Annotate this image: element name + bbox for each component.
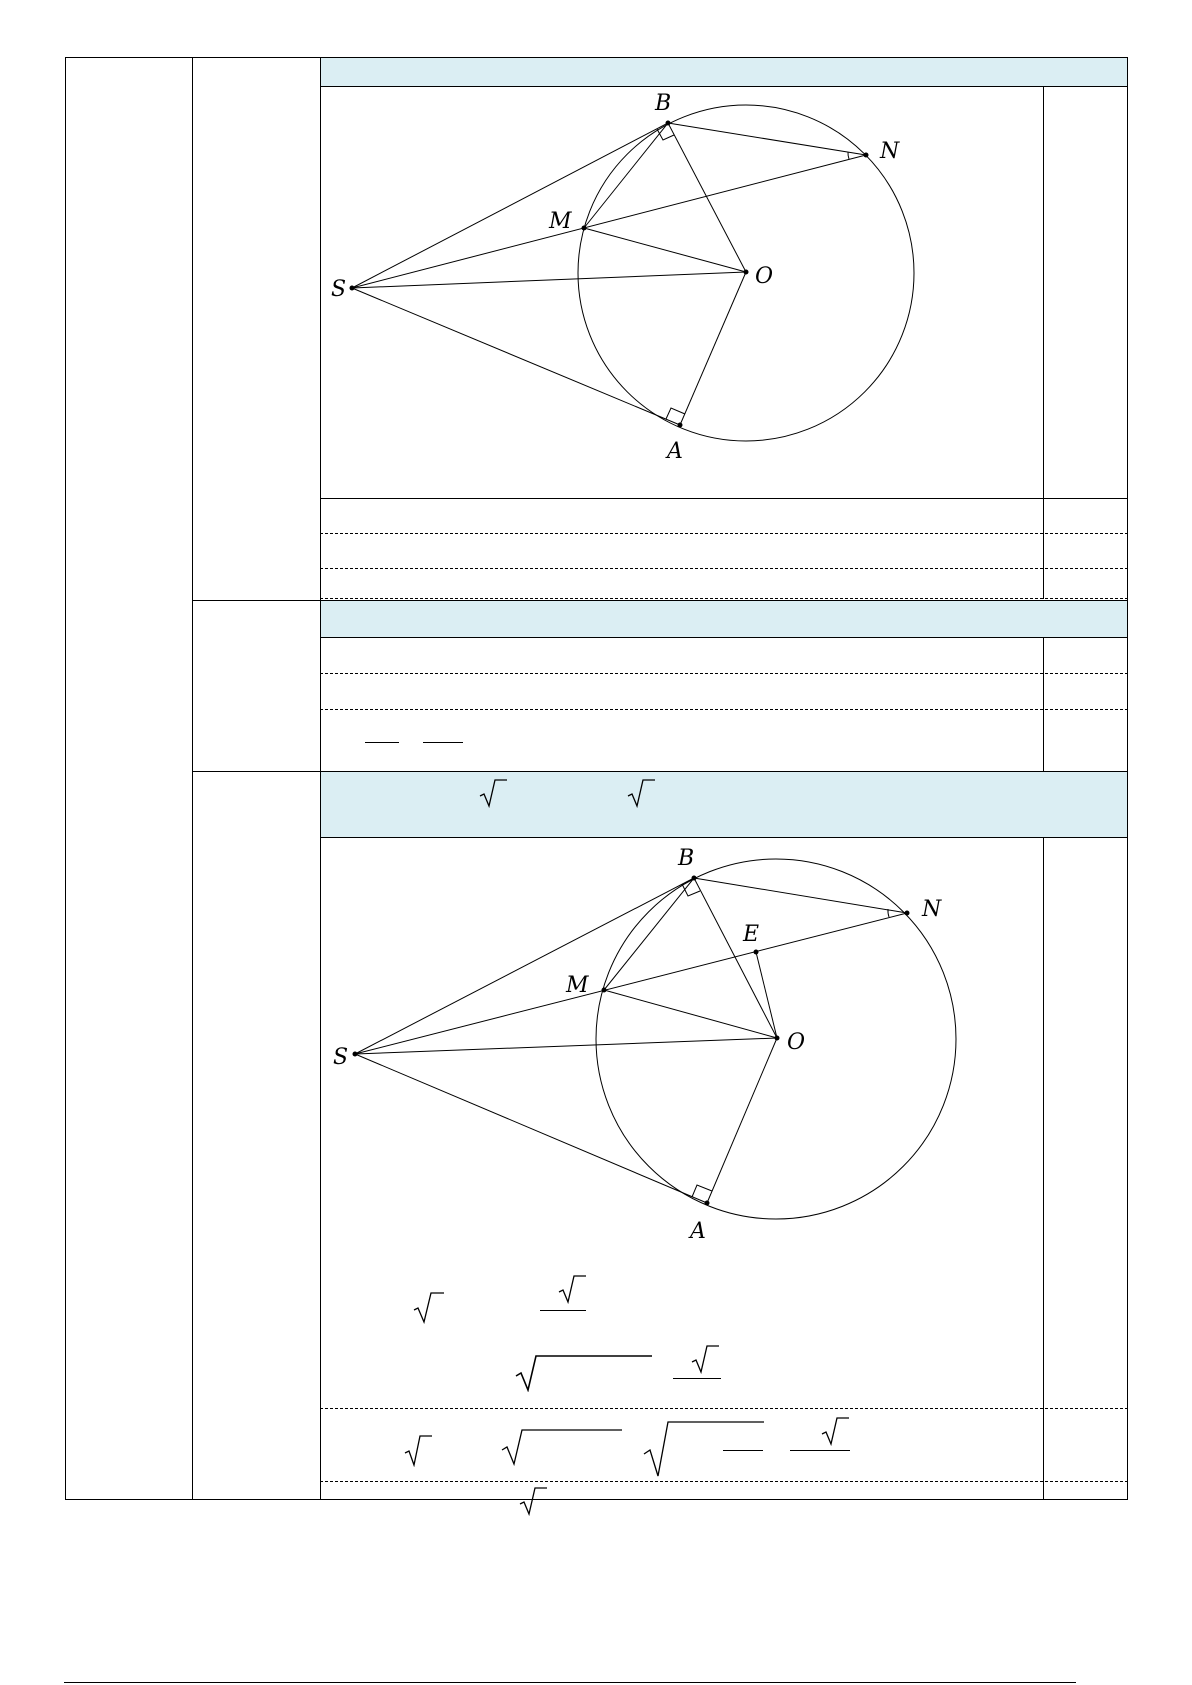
segment-OA	[707, 1038, 777, 1203]
segment-SB	[352, 123, 668, 288]
label-S: S	[331, 277, 347, 302]
segment-SA	[355, 1054, 707, 1203]
segment-BN	[694, 878, 907, 913]
geometry-figure-1	[320, 87, 1042, 497]
point-A	[705, 1201, 710, 1206]
segment-MB	[604, 878, 694, 990]
label-B: B	[655, 91, 672, 116]
segment-SA	[352, 288, 680, 425]
s3-line3-frac-bar-1	[723, 1450, 763, 1451]
segment-SB	[355, 878, 694, 1054]
label-M: M	[566, 973, 589, 998]
section2-dash-2	[320, 709, 1128, 710]
point-O	[744, 270, 749, 275]
section1-dash-1	[320, 533, 1128, 534]
label-O: O	[787, 1030, 806, 1055]
segment-EO	[756, 952, 777, 1038]
col-border-2	[192, 57, 193, 1499]
segment-MO	[584, 228, 746, 272]
point-N	[905, 911, 910, 916]
section2-header-band	[321, 601, 1127, 637]
point-E	[754, 950, 759, 955]
point-O	[775, 1036, 780, 1041]
segment-SN	[355, 913, 907, 1054]
segment-BO	[694, 878, 777, 1038]
label-O: O	[755, 264, 774, 289]
section2-header-rule	[320, 637, 1128, 638]
right-angle-A	[666, 408, 685, 419]
s3-line3-sqrt-1	[403, 1433, 433, 1467]
s3-line4-sqrt	[518, 1486, 548, 1516]
segment-SO	[355, 1038, 777, 1054]
col-border-4c	[1043, 838, 1044, 1499]
section3-header-band	[321, 772, 1127, 837]
s3-line2-sqrt-2	[690, 1344, 720, 1374]
col-border-right	[1127, 57, 1128, 1499]
page-footer-rule	[64, 1682, 1076, 1683]
section3-dash-2	[320, 1481, 1128, 1482]
s3-line3-sqrt-3	[820, 1416, 850, 1446]
s2-frac-bar-1	[365, 742, 399, 743]
label-N: N	[880, 139, 900, 164]
right-angle-A	[692, 1185, 712, 1197]
s2-frac-bar-2	[423, 742, 463, 743]
label-A: A	[667, 439, 683, 464]
section1-dash-2	[320, 568, 1128, 569]
section1-dash-3	[320, 598, 1128, 599]
row-bottom	[65, 1499, 1128, 1500]
col-border-1	[65, 57, 66, 1499]
s3-line1-frac-bar	[540, 1310, 586, 1311]
s3-header-sqrt-1	[478, 778, 508, 808]
point-S	[353, 1052, 358, 1057]
angle-mark-N	[848, 152, 849, 159]
label-A: A	[690, 1219, 706, 1244]
segment-OA	[680, 272, 746, 425]
s3-line3-sqrt-big	[642, 1418, 766, 1478]
col-border-4b	[1043, 638, 1044, 771]
segment-BN	[668, 123, 866, 155]
label-M: M	[549, 209, 572, 234]
s3-line2-sqrt-long	[514, 1352, 654, 1392]
s3-line1-sqrt-1	[412, 1290, 446, 1324]
s3-line3-sqrt-long	[500, 1426, 624, 1466]
point-M	[602, 988, 607, 993]
segment-MO	[604, 990, 777, 1038]
label-S: S	[333, 1045, 349, 1070]
s3-header-sqrt-2	[626, 778, 656, 808]
geometry-figure-2	[320, 838, 1042, 1258]
section1-figure-rule	[320, 498, 1128, 499]
point-S	[350, 286, 355, 291]
s3-line2-frac-bar	[673, 1378, 721, 1379]
section1-header-band	[321, 58, 1127, 86]
col-border-4	[1043, 87, 1044, 599]
section3-dash-1	[320, 1408, 1128, 1409]
segment-SO	[352, 272, 746, 288]
label-B: B	[678, 846, 695, 871]
section2-dash-1	[320, 673, 1128, 674]
s3-line3-frac-bar-2	[790, 1450, 850, 1451]
point-N	[864, 153, 869, 158]
point-M	[582, 226, 587, 231]
point-B	[692, 876, 697, 881]
right-angle-B	[682, 884, 700, 896]
s3-line1-sqrt-2	[557, 1274, 587, 1304]
label-E: E	[743, 922, 760, 947]
point-B	[666, 121, 671, 126]
point-A	[678, 423, 683, 428]
segment-BO	[668, 123, 746, 272]
segment-MB	[584, 123, 668, 228]
label-N: N	[922, 897, 942, 922]
